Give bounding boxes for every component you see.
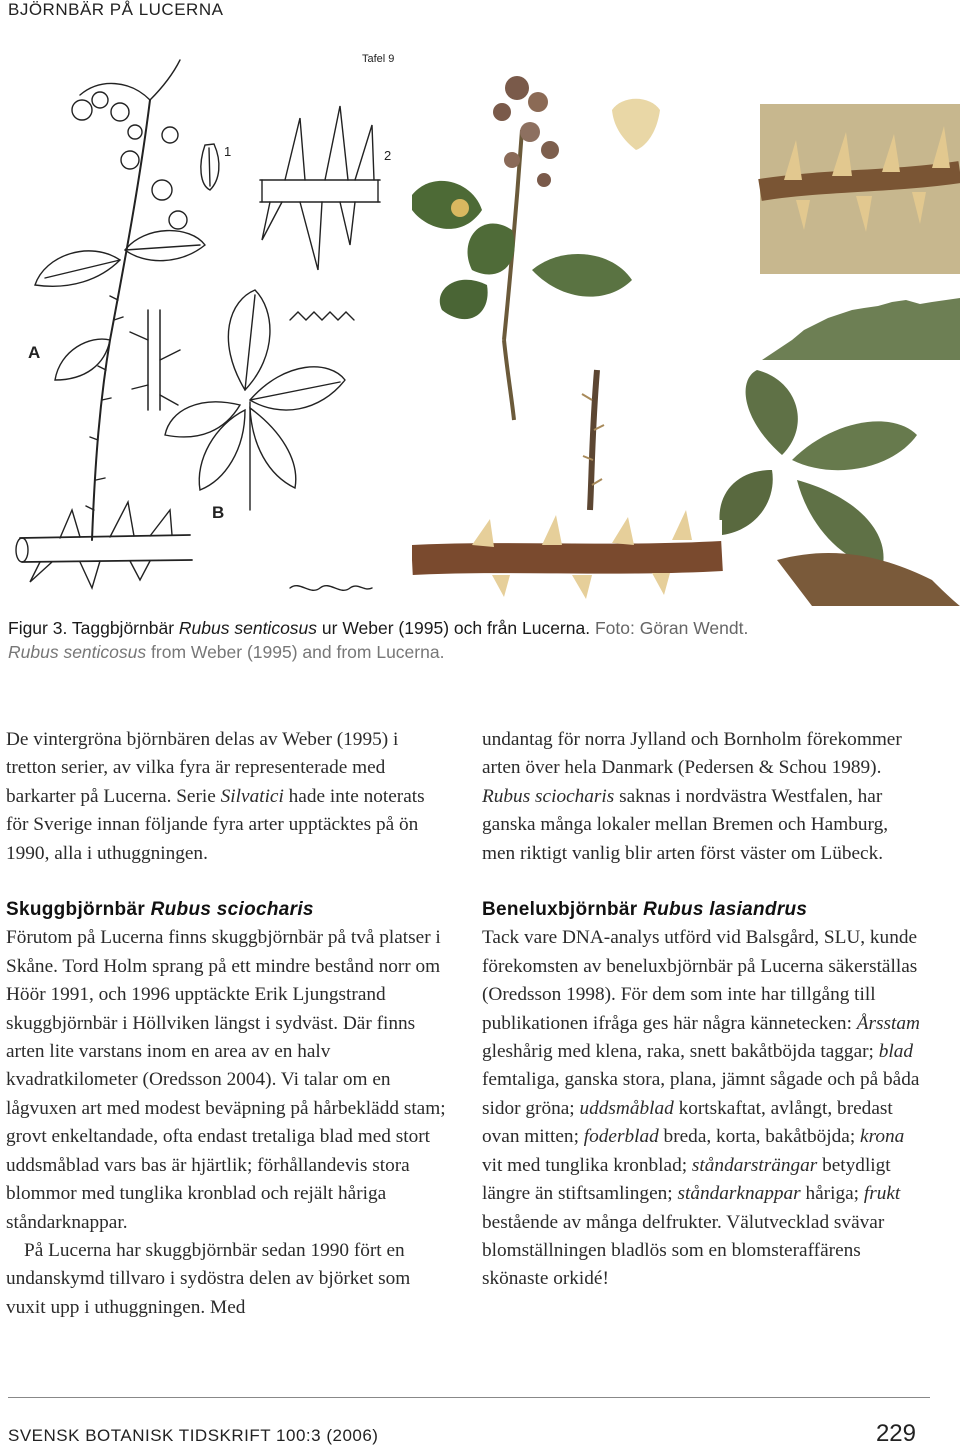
right-p2-text-e: breda, korta, bakåtböjda; <box>658 1126 861 1148</box>
plate-label-b: B <box>212 503 225 522</box>
caption-english-species: Rubus senticosus <box>8 642 147 662</box>
heading-common-name: Beneluxbjörnbär <box>482 899 638 921</box>
running-header: BJÖRNBÄR PÅ LUCERNA <box>8 0 224 19</box>
term-foderblad: foderblad <box>583 1126 659 1148</box>
heading-latin-name: Rubus lasiandrus <box>643 899 808 921</box>
right-p1-text-a: undantag för norra Jylland och Bornholm förekommer arten över hela Danmark (Pedersen & Schou 1989). <box>482 729 902 779</box>
right-paragraph-1 <box>482 726 922 868</box>
botanical-plate-drawing <box>0 40 412 606</box>
page-number: 229 <box>875 1420 916 1447</box>
figure-3 <box>0 40 960 606</box>
heading-common-name: Skuggbjörnbär <box>6 899 146 921</box>
left-column <box>6 726 446 1322</box>
bottom-stem-photo <box>412 510 722 606</box>
heading-latin-name: Rubus sciocharis <box>150 899 314 921</box>
series-silvatici: Silvatici <box>220 785 284 807</box>
right-paragraph-2 <box>482 924 922 1293</box>
stem-closeup-photo <box>760 104 960 274</box>
plate-label-2: 2 <box>384 148 392 163</box>
term-frukt: frukt <box>863 1183 901 1205</box>
right-p1-text-b: saknas i nordvästra Westfalen, har ganska många lokaler mellan Bremen och Hamburg, men riktigt vanlig blir arten först väster om Lübeck. <box>482 785 889 864</box>
heading-beneluxbjornbar <box>482 896 922 924</box>
term-standarknappar: ståndarknappar <box>677 1183 801 1205</box>
caption-source: ur Weber (1995) och från Lucerna. <box>321 618 591 638</box>
term-arsstam: Årsstam <box>856 1012 920 1034</box>
herbarium-photo-collage <box>412 40 960 606</box>
caption-english <box>8 640 938 664</box>
caption-species: Rubus senticosus <box>178 618 318 638</box>
footer-journal-name: SVENSK BOTANISK TIDSKRIFT 100:3 (2006) <box>8 1426 379 1445</box>
plate-title: Tafel 9 <box>362 53 395 65</box>
caption-figure-number: Figur 3. <box>8 618 68 638</box>
photo-collage <box>412 40 960 606</box>
plate-illustration <box>0 40 412 606</box>
term-standarstrangar: ståndarsträngar <box>691 1154 818 1176</box>
right-p2-text-i: bestående av många delfrukter. Välutvecklad svävar blomställningen bladlös som en blomsteraffärens skönaste orkidé! <box>482 1211 885 1290</box>
right-column <box>482 726 922 1294</box>
species-sciocharis: Rubus sciocharis <box>482 785 615 807</box>
term-blad: blad <box>878 1041 914 1063</box>
footer-divider <box>8 1397 930 1398</box>
left-p1-text-b: hade inte noterats för Sverige innan följande fyra arter upptäcktes på ön 1990, alla i uthuggningen. <box>6 785 425 864</box>
right-p2-text-a: Tack vare DNA-analys utförd vid Balsgård, SLU, kunde förekomsten av beneluxbjörnbär på Lucerna säkerställas (Oredsson 1998). För dem som inte har tillgång till publikationen ifråga ges här några kännetecken: <box>482 927 918 1034</box>
term-krona: krona <box>860 1126 905 1148</box>
right-p2-text-f: vit med tunglika kronblad; <box>482 1154 692 1176</box>
left-paragraph-1 <box>6 726 446 868</box>
right-p2-text-h: håriga; <box>800 1183 864 1205</box>
heading-skuggbjornbar <box>6 896 446 924</box>
figure-caption <box>8 616 938 664</box>
caption-photo-credit: Foto: Göran Wendt. <box>594 618 749 638</box>
plate-label-1: 1 <box>224 144 232 159</box>
left-paragraph-3: På Lucerna har skuggbjörnbär sedan 1990 fört en undanskymd tillvaro i sydöstra delen av björket som vuxit upp i uthuggningen. Med <box>6 1239 411 1318</box>
right-p2-text-g: betydligt längre än stiftsamlingen; <box>482 1154 891 1205</box>
left-p1-text-a: De vintergröna björnbären delas av Weber (1995) i tretton serier, av vilka fyra är representerade med barkarter på Lucerna. Serie <box>6 729 399 807</box>
caption-common-name: Taggbjörnbär <box>71 618 175 638</box>
plate-label-a: A <box>28 343 41 362</box>
right-p2-text-b: gleshårig med klena, raka, snett bakåtböjda taggar; <box>482 1041 879 1063</box>
right-p2-text-c: femtaliga, ganska stora, plana, jämnt sågade och på båda sidor gröna; <box>482 1069 920 1119</box>
caption-english-text: from Weber (1995) and from Lucerna. <box>151 642 445 662</box>
left-paragraph-2: Förutom på Lucerna finns skuggbjörnbär på två platser i Skåne. Tord Holm sprang på ett mindre bestånd norr om Höör 1991, och 1996 upptäckte Erik Ljungstrand skuggbjörnbär i Höllviken längst i sydväst. Där finns arten lite varstans inom en area av en halv kvadratkilometer (Oredsson 2004). Vi talar om en lågvuxen art med modest beväpning på hårbeklädd stam; grovt enkeltandade, ofta endast tretaliga blad med stort uddsmåblad vars bas är hjärtlik; förhållandevis stora blommor med tunglika kronblad och rejält håriga ståndarknappar. <box>6 927 446 1233</box>
term-uddsmablad: uddsmåblad <box>579 1097 674 1119</box>
right-p2-text-d: kortskaftat, avlångt, bredast ovan mitten; <box>482 1097 893 1148</box>
